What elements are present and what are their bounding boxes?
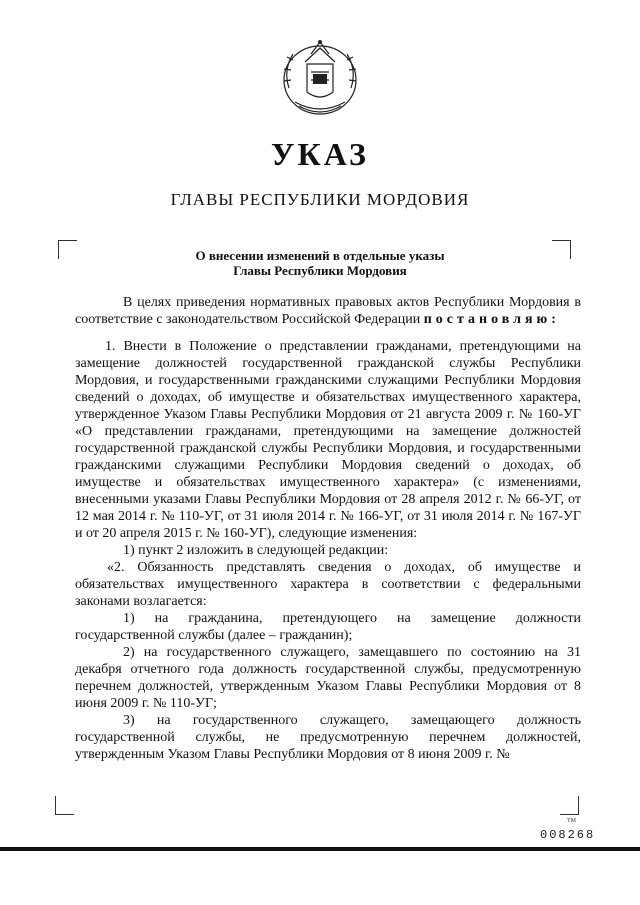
bottom-rule: [0, 847, 640, 851]
corner-mark-bottom-left: [55, 796, 74, 815]
preamble-paragraph: [75, 294, 581, 328]
corner-mark-top-right: [552, 240, 571, 259]
quote-item-3-paragraph: 3) на государственного служащего, замещающего должность государственной службы, не предусмотренную перечнем должностей, утвержденным Указом Главы Республики Мордовия от 8 июня 2009 г. №: [75, 713, 581, 762]
document-body: [75, 294, 581, 763]
registration-number: 008268: [540, 828, 596, 842]
quote-item-1-paragraph: 1) на гражданина, претендующего на замещение должности государственной службы (далее – гражданин);: [75, 611, 581, 643]
preamble-text: В целях приведения нормативных правовых актов Республики Мордовия в соответствие с законодательством Российской Федерации: [75, 295, 581, 327]
heading-line-2: Главы Республики Мордовия: [233, 263, 407, 278]
postanovlyayu-text: постановляю:: [423, 312, 560, 327]
heading-line-1: О внесении изменений в отдельные указы: [195, 248, 445, 263]
quote-2-paragraph: «2. Обязанность представлять сведения о доходах, об имуществе и обязательствах имущественного характера в соответствии с федеральными законами возлагается:: [75, 560, 581, 609]
stamp-mark: ТМ: [567, 818, 576, 824]
corner-mark-top-left: [58, 240, 77, 259]
coat-of-arms-icon: [275, 30, 365, 120]
document-title: УКАЗ: [271, 136, 369, 172]
document-subtitle: ГЛАВЫ РЕСПУБЛИКИ МОРДОВИЯ: [170, 190, 470, 209]
subitem-1-paragraph: 1) пункт 2 изложить в следующей редакции:: [123, 543, 389, 558]
corner-mark-bottom-right: [560, 796, 579, 815]
document-heading: [150, 248, 490, 278]
item-1-paragraph: 1. Внести в Положение о представлении гражданами, претендующими на замещение должностей государственной гражданской службы Республики Мордовия, и государственными гражданскими служащими Республики Мордовия сведений о доходах, об имуществе и обязательствах имущественного характера, утвержденное Указом Главы Республики Мордовия от 21 августа 2009 г. № 160-УГ «О представлении гражданами, претендующими на замещение должностей государственной гражданской службы Республики Мордовия, и государственными гражданскими служащими Республики Мордовия сведений о доходах, об имуществе и обязательствах имущественного характера» (с изменениями, внесенными указами Главы Республики Мордовия от 28 апреля 2012 г. № 66-УГ, от 12 мая 2014 г. № 110-УГ, от 31 июля 2014 г. № 166-УГ, от 31 июля 2014 г. № 167-УГ и от 20 апреля 2015 г. № 160-УГ), следующие изменения:: [75, 339, 581, 541]
quote-item-2-paragraph: 2) на государственного служащего, замещавшего по состоянию на 31 декабря отчетного года должность государственной службы, предусмотренную перечнем должностей, утвержденным Указом Главы Республики Мордовия от 8 июня 2009 г. № 110-УГ;: [75, 645, 581, 711]
